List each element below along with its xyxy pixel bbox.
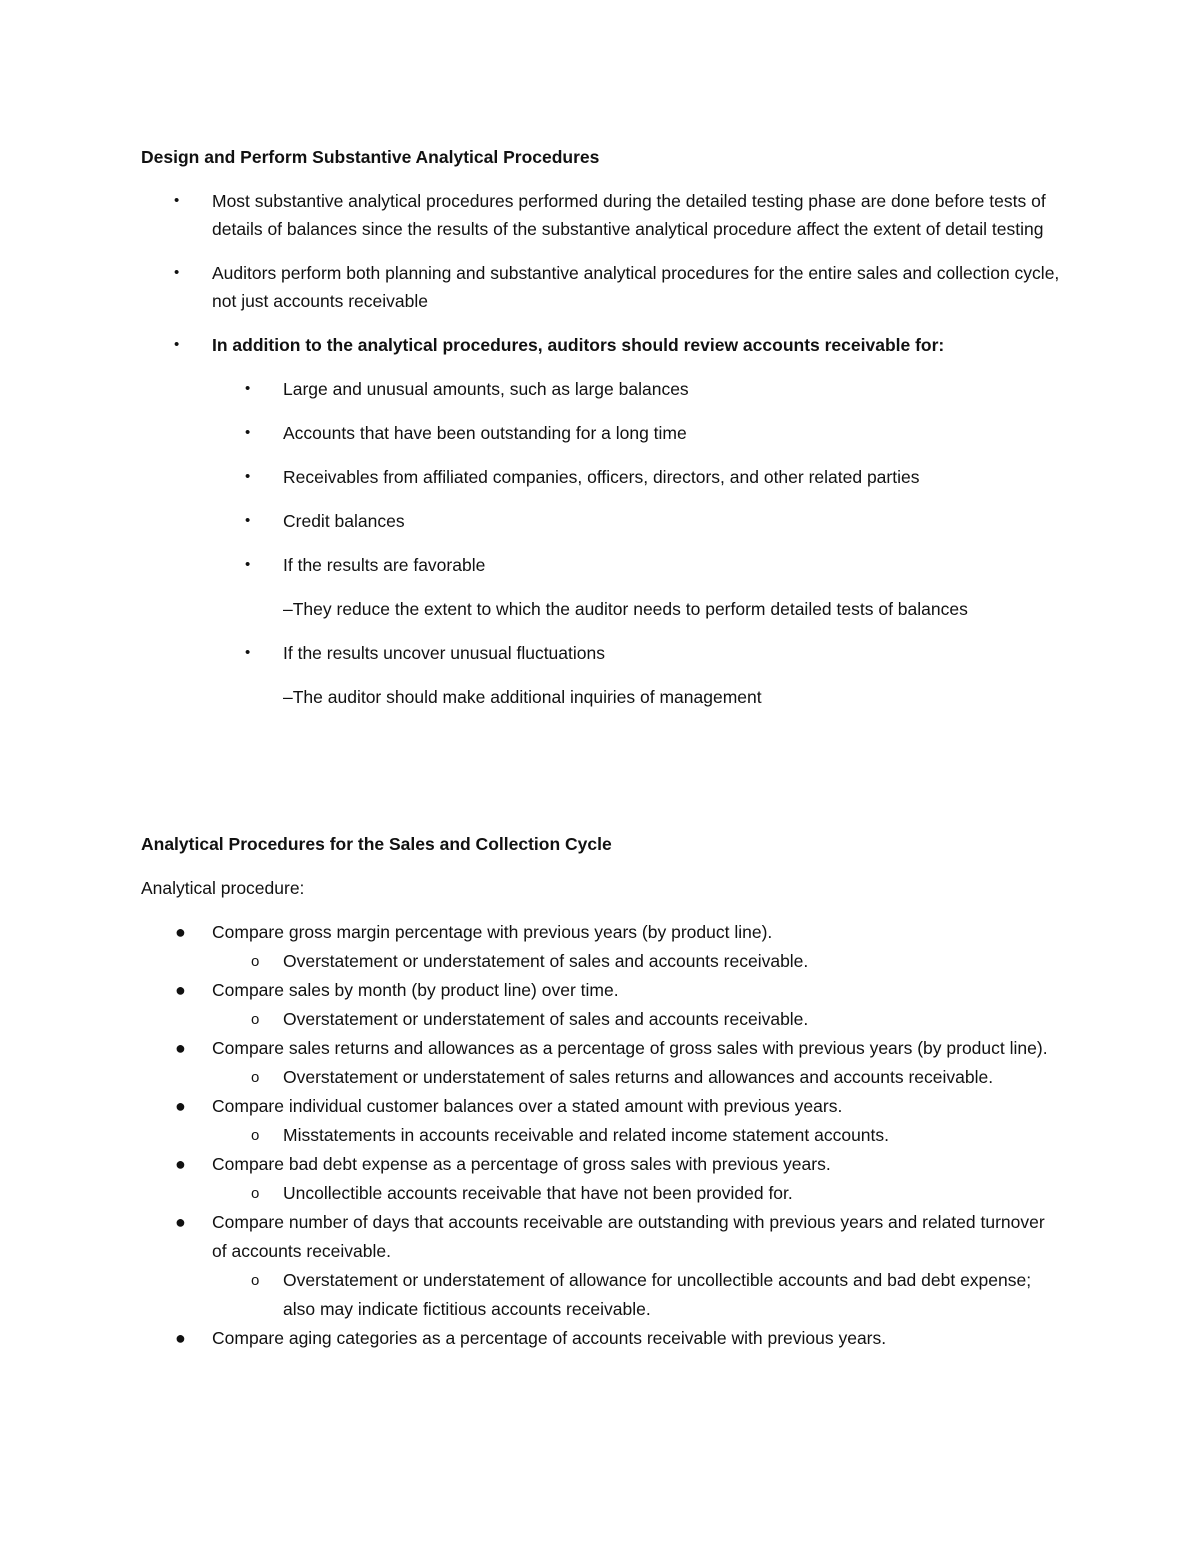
sub-list-item <box>141 419 1061 447</box>
sub-list-item-text: Credit balances <box>283 511 405 531</box>
bullet-icon: ● <box>175 1038 186 1058</box>
sub-list-item-text: Uncollectible accounts receivable that have not been provided for. <box>283 1183 793 1203</box>
sub-list-item <box>141 639 1061 667</box>
list-item-text: Compare bad debt expense as a percentage of gross sales with previous years. <box>212 1154 831 1174</box>
bullet-icon: • <box>174 336 180 353</box>
sub-list-item <box>141 1266 1061 1324</box>
bullet-icon: • <box>245 512 251 529</box>
list-item <box>141 1324 1061 1353</box>
dash-note: –The auditor should make additional inquiries of management <box>283 687 762 707</box>
list-item-text: In addition to the analytical procedures, auditors should review accounts receivable for: <box>212 335 945 355</box>
circle-bullet-icon: o <box>251 953 260 970</box>
sub-list-item-text: Overstatement or understatement of sales and accounts receivable. <box>283 1009 809 1029</box>
bullet-icon: • <box>245 556 251 573</box>
bullet-icon: • <box>245 424 251 441</box>
section-title: Analytical Procedures for the Sales and Collection Cycle <box>141 834 612 854</box>
list-item <box>141 1150 1061 1179</box>
bullet-icon: ● <box>175 1096 186 1116</box>
sub-list-item <box>141 947 1061 976</box>
bullet-icon: • <box>245 644 251 661</box>
sub-list-item <box>141 1179 1061 1208</box>
list-item <box>141 976 1061 1005</box>
dash-note: –They reduce the extent to which the auditor needs to perform detailed tests of balances <box>283 599 968 619</box>
sub-list-item-text: If the results are favorable <box>283 555 486 575</box>
section-title: Design and Perform Substantive Analytical Procedures <box>141 147 600 167</box>
sub-list-item-text: Overstatement or understatement of sales and accounts receivable. <box>283 951 809 971</box>
circle-bullet-icon: o <box>251 1185 260 1202</box>
bullet-icon: • <box>245 468 251 485</box>
sub-list-item-text: Misstatements in accounts receivable and related income statement accounts. <box>283 1125 890 1145</box>
circle-bullet-icon: o <box>251 1011 260 1028</box>
list-item <box>141 918 1061 947</box>
sub-list-item-text: If the results uncover unusual fluctuations <box>283 643 605 663</box>
section-substantive-procedures <box>141 144 1061 711</box>
list-item <box>141 187 1061 243</box>
section-sales-collection-cycle <box>141 831 1061 1353</box>
list-item <box>141 259 1061 315</box>
sub-list-item-text: Large and unusual amounts, such as large balances <box>283 379 689 399</box>
circle-bullet-icon: o <box>251 1127 260 1144</box>
list-item-text: Compare gross margin percentage with previous years (by product line). <box>212 922 773 942</box>
sub-list-item <box>141 551 1061 579</box>
bullet-icon: • <box>174 192 180 209</box>
sub-list-item <box>141 1005 1061 1034</box>
bullet-icon: • <box>174 264 180 281</box>
sub-list-item <box>141 375 1061 403</box>
bullet-icon: ● <box>175 1328 186 1348</box>
list-item-text: Most substantive analytical procedures performed during the detailed testing phase are done before tests of details of balances since the results of the substantive analytical procedure affect the extent of detail testing <box>212 191 1046 239</box>
list-item <box>141 331 1061 359</box>
list-item <box>141 1034 1061 1063</box>
list-item-text: Compare sales by month (by product line) over time. <box>212 980 619 1000</box>
bullet-icon: ● <box>175 1212 186 1232</box>
list-item <box>141 1208 1061 1266</box>
sub-list-item-text: Accounts that have been outstanding for a long time <box>283 423 687 443</box>
sub-list-item <box>141 463 1061 491</box>
sub-list-item-text: Receivables from affiliated companies, officers, directors, and other related parties <box>283 467 920 487</box>
sub-list-item-text: Overstatement or understatement of allowance for uncollectible accounts and bad debt expense; also may indicate fictitious accounts receivable. <box>283 1270 1032 1319</box>
list-item-text: Compare sales returns and allowances as a percentage of gross sales with previous years (by product line). <box>212 1038 1048 1058</box>
circle-bullet-icon: o <box>251 1069 260 1086</box>
circle-bullet-icon: o <box>251 1272 260 1289</box>
bullet-icon: ● <box>175 980 186 1000</box>
list-item <box>141 1092 1061 1121</box>
list-item-text: Auditors perform both planning and substantive analytical procedures for the entire sales and collection cycle, not just accounts receivable <box>212 263 1060 311</box>
sub-list-item-text: Overstatement or understatement of sales returns and allowances and accounts receivable. <box>283 1067 994 1087</box>
sub-list-item <box>141 1063 1061 1092</box>
list-item-text: Compare number of days that accounts receivable are outstanding with previous years and related turnover of accounts receivable. <box>212 1212 1045 1261</box>
list-item-text: Compare individual customer balances over a stated amount with previous years. <box>212 1096 843 1116</box>
intro-text: Analytical procedure: <box>141 878 305 898</box>
list-item-text: Compare aging categories as a percentage of accounts receivable with previous years. <box>212 1328 887 1348</box>
bullet-icon: ● <box>175 1154 186 1174</box>
bullet-icon: ● <box>175 922 186 942</box>
bullet-icon: • <box>245 380 251 397</box>
sub-list-item <box>141 507 1061 535</box>
sub-list-item <box>141 1121 1061 1150</box>
